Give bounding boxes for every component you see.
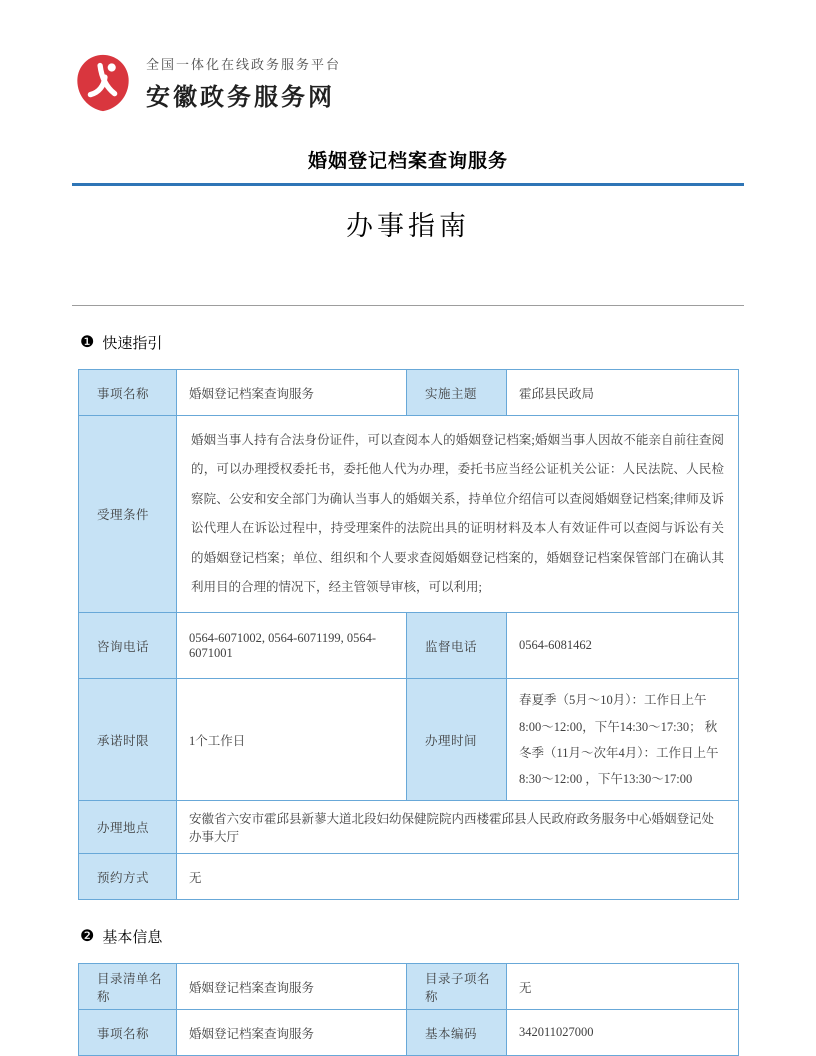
- field-label: 目录清单名称: [79, 964, 177, 1010]
- field-value: 1个工作日: [177, 679, 407, 801]
- field-value: 无: [177, 854, 739, 900]
- field-value: 春夏季（5月～10月）：工作日上午8:00～12:00，下午14:30～17:30； 秋冬季（11月～次年4月）：工作日上午8:30～12:00 ，下午13:30～17:00: [507, 679, 739, 801]
- field-label: 咨询电话: [79, 613, 177, 679]
- table-row: [79, 801, 739, 854]
- table-row: [79, 679, 739, 801]
- field-value: 霍邱县民政局: [507, 370, 739, 416]
- field-value: 无: [507, 964, 739, 1010]
- section-header-basic-info: [80, 926, 744, 947]
- field-label: 事项名称: [79, 1010, 177, 1056]
- field-value: 婚姻登记档案查询服务: [177, 964, 407, 1010]
- field-label: 办理地点: [79, 801, 177, 854]
- field-label: 受理条件: [79, 416, 177, 613]
- section-title: 基本信息: [102, 930, 163, 947]
- section-divider: [72, 305, 744, 306]
- section-header-quick-guide: [80, 332, 744, 353]
- platform-name: 全国一体化在线政务服务平台: [146, 57, 342, 72]
- table-row: [79, 964, 739, 1010]
- table-row: [79, 1010, 739, 1056]
- field-label: 事项名称: [79, 370, 177, 416]
- site-name: 安徽政务服务网: [146, 84, 335, 111]
- field-label: 基本编码: [407, 1010, 507, 1056]
- table-row: [79, 416, 739, 613]
- field-label: 办理时间: [407, 679, 507, 801]
- field-value: 0564-6071002, 0564-6071199, 0564-6071001: [177, 613, 407, 679]
- field-value: 婚姻登记档案查询服务: [177, 1010, 407, 1056]
- title-divider: [72, 183, 744, 186]
- basic-info-table: [78, 963, 739, 1056]
- table-row: [79, 370, 739, 416]
- field-value: 安徽省六安市霍邱县新蓼大道北段妇幼保健院院内西楼霍邱县人民政府政务服务中心婚姻登记处办事大厅: [177, 801, 739, 854]
- field-label: 预约方式: [79, 854, 177, 900]
- field-label: 目录子项名称: [407, 964, 507, 1010]
- section-title: 快速指引: [102, 336, 163, 352]
- site-logo-icon: [72, 52, 134, 114]
- field-value: 婚姻当事人持有合法身份证件，可以查阅本人的婚姻登记档案;婚姻当事人因故不能亲自前往查阅的，可以办理授权委托书，委托他人代为办理，委托书应当经公证机关公证：人民法院、人民检察院、公安和安全部门为确认当事人的婚姻关系，持单位介绍信可以查阅婚姻登记档案;律师及诉讼代理人在诉讼过程中，持受理案件的法院出具的证明材料及本人有效证件可以查阅与诉讼有关的婚姻登记档案；单位、组织和个人要求查阅婚姻登记档案的，婚姻登记档案保管部门在确认其利用目的合理的情况下，经主管领导审核，可以利用;: [177, 416, 739, 613]
- section-number-icon: ❷: [80, 927, 95, 945]
- field-label: 监督电话: [407, 613, 507, 679]
- quick-guide-table: [78, 369, 739, 900]
- field-label: 实施主题: [407, 370, 507, 416]
- table-row: [79, 854, 739, 900]
- section-number-icon: ❶: [80, 333, 95, 351]
- field-label: 承诺时限: [79, 679, 177, 801]
- brand-text: [146, 54, 341, 112]
- page-subtitle: 办事指南: [346, 211, 470, 241]
- table-row: [79, 613, 739, 679]
- field-value: 婚姻登记档案查询服务: [177, 370, 407, 416]
- site-header: [72, 0, 744, 114]
- field-value: 342011027000: [507, 1010, 739, 1056]
- field-value: 0564-6081462: [507, 613, 739, 679]
- page-title: 婚姻登记档案查询服务: [307, 151, 508, 172]
